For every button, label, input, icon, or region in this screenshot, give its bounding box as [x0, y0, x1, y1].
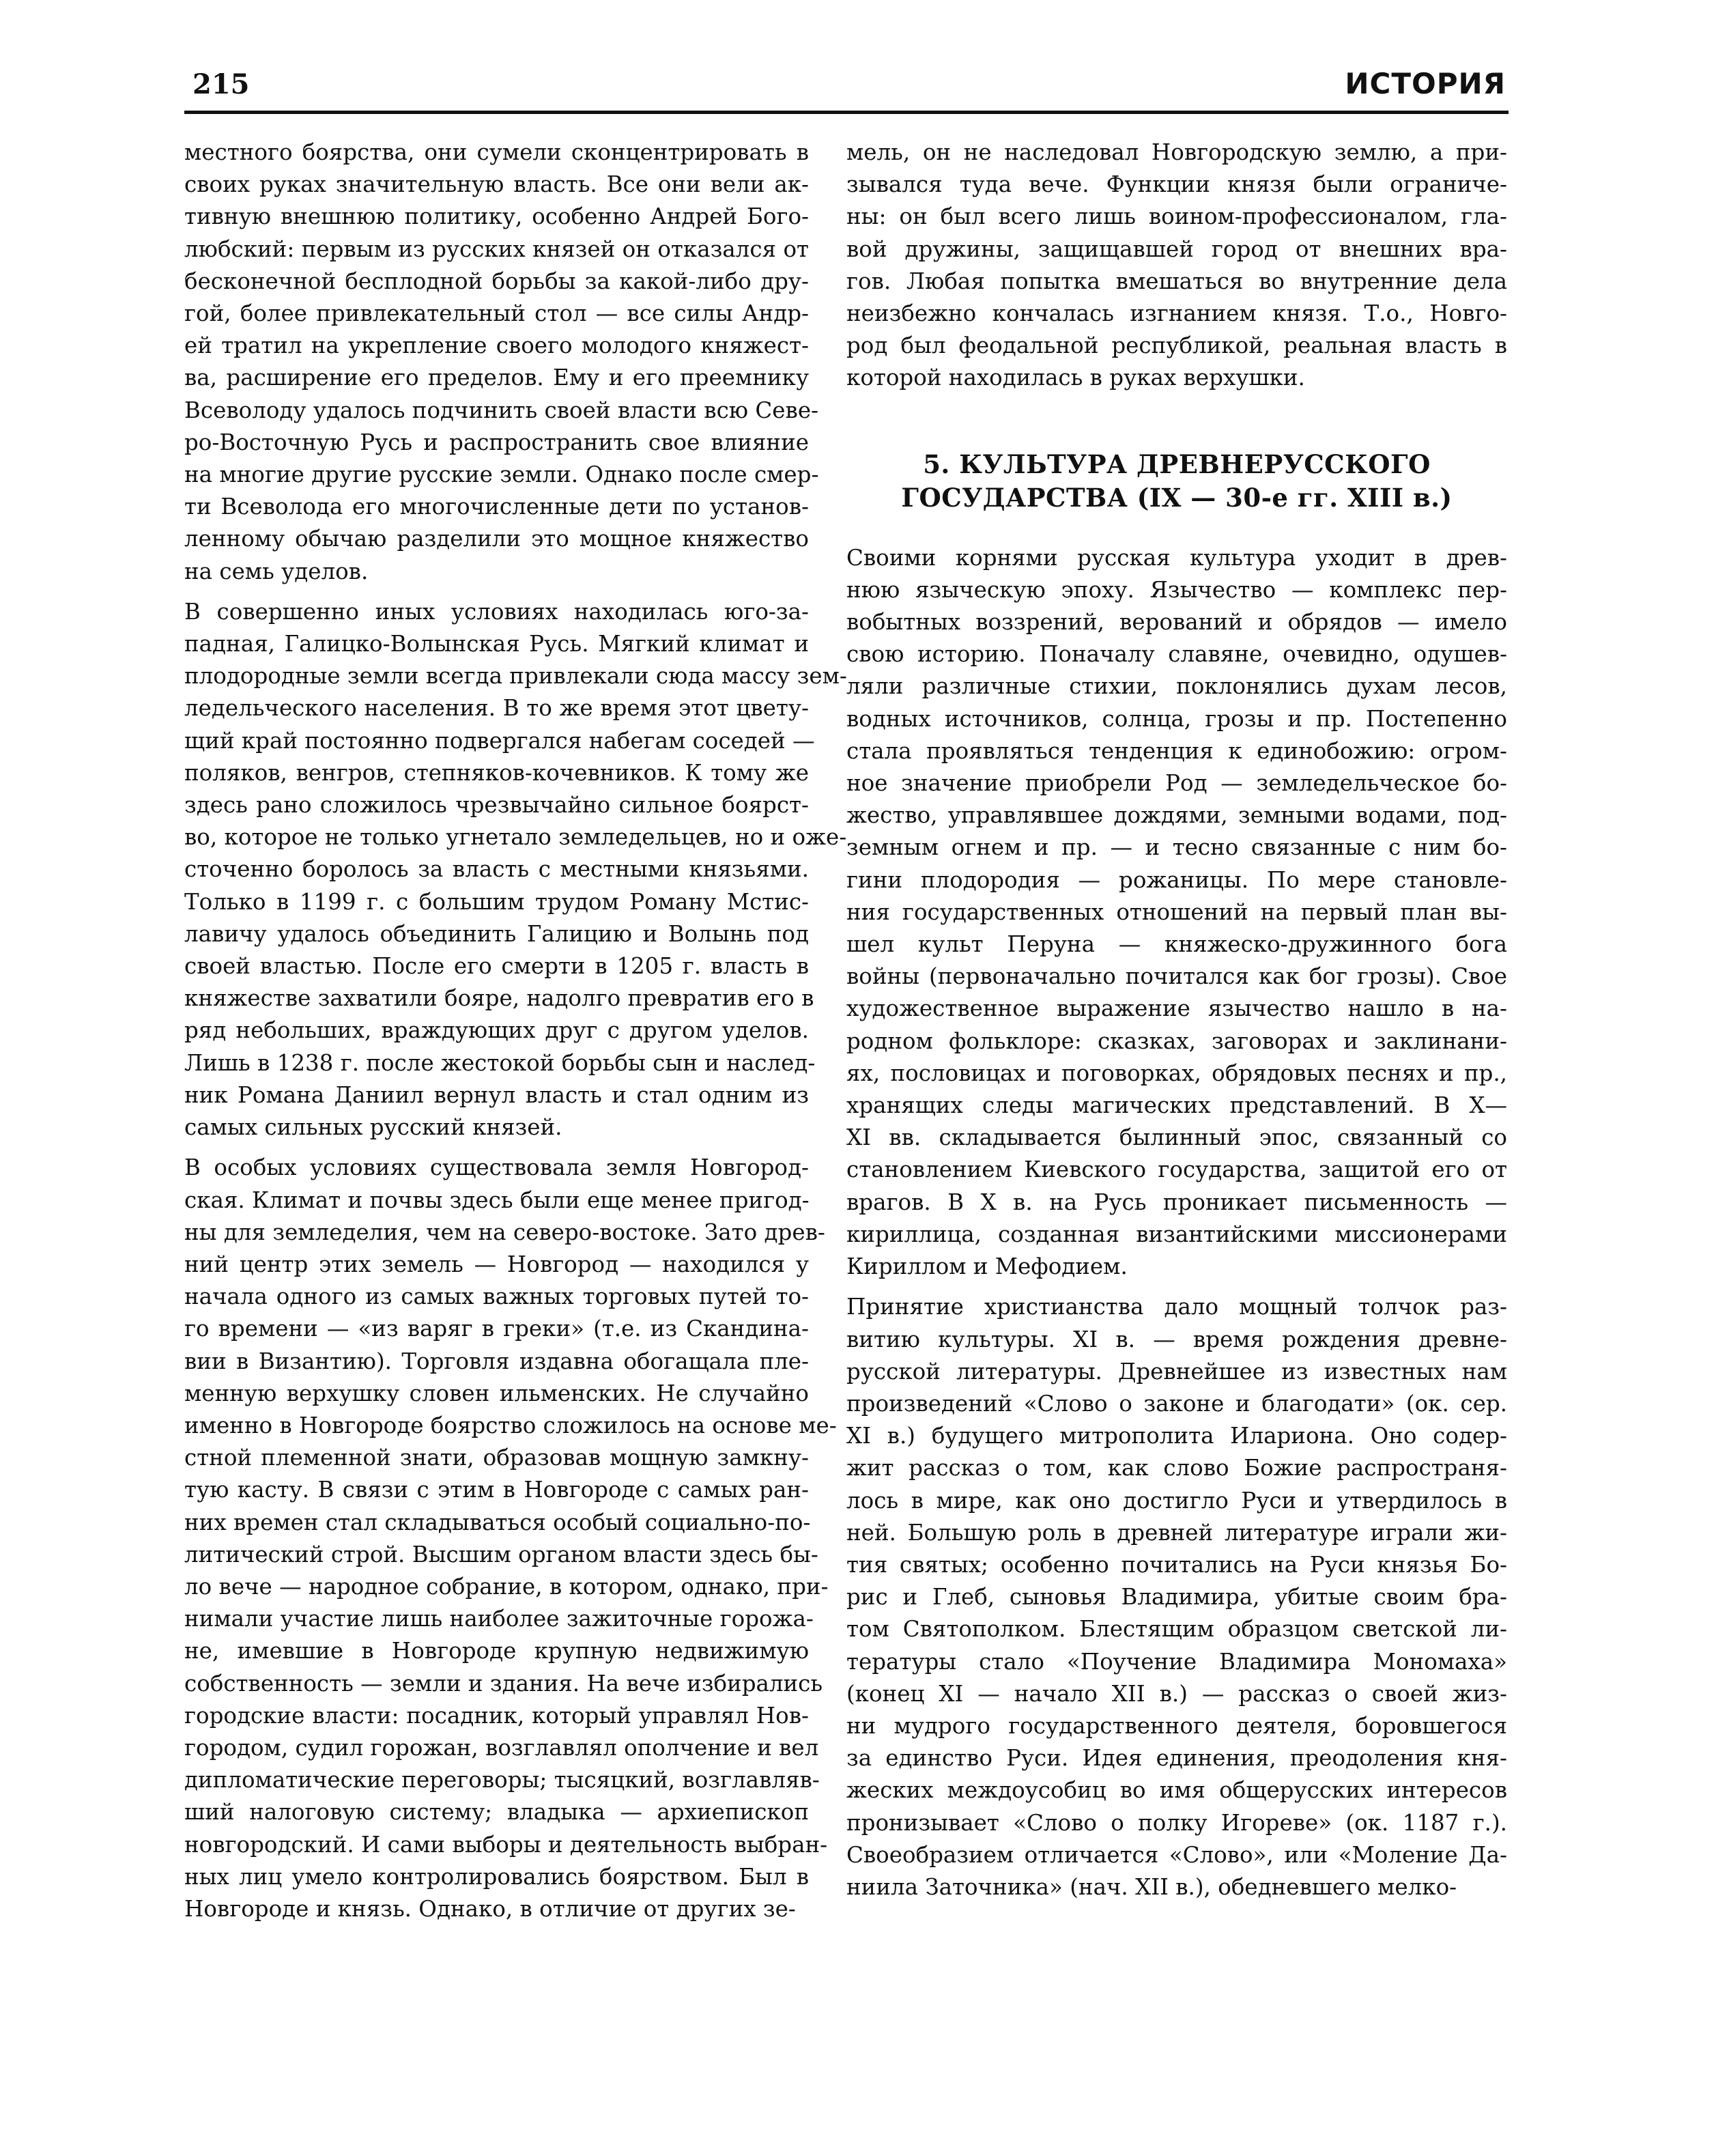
text-line: ний центр этих земель — Новгород — находился у: [184, 1251, 809, 1277]
text-line: художественное выражение язычество нашло в на-: [846, 995, 1507, 1022]
text-line: Новгороде и князь. Однако, в отличие от других зе-: [184, 1895, 796, 1922]
text-line: русской литературы. Древнейшее из известных нам: [846, 1358, 1507, 1385]
text-line: свою историю. Поначалу славяне, очевидно, одушев-: [846, 641, 1507, 668]
text-line: литический строй. Высшим органом власти здесь бы-: [184, 1541, 818, 1568]
text-line: вой дружины, защищавшей город от внешних вра-: [846, 236, 1507, 262]
text-line: XI вв. складывается былинный эпос, связанный со: [846, 1124, 1507, 1151]
text-line: ных лиц умело контролировались боярством. Был в: [184, 1863, 809, 1890]
text-line: тия святых; особенно почитались на Руси князья Бо-: [846, 1551, 1507, 1578]
text-line: сточенно боролось за власть с местными князьями.: [184, 856, 809, 883]
text-line: городом, судил горожан, возглавлял ополчение и вел: [184, 1734, 819, 1761]
text-line: XI в.) будущего митрополита Илариона. Оно содер-: [846, 1423, 1507, 1449]
text-line: ряд небольших, враждующих друг с другом уделов.: [184, 1017, 809, 1044]
text-line: род был феодальной республикой, реальная власть в: [846, 332, 1507, 359]
text-line: Своеобразием отличается «Слово», или «Моление Да-: [846, 1841, 1507, 1868]
text-line: местного боярства, они сумели сконцентрировать в: [184, 139, 809, 165]
text-line: новгородский. И сами выборы и деятельность выбран-: [184, 1831, 828, 1858]
text-line: ны: он был всего лишь воином-профессионалом, гла-: [846, 203, 1507, 230]
text-line: мель, он не наследовал Новгородскую землю, а при-: [846, 139, 1507, 165]
text-line: именно в Новгороде боярство сложилось на основе ме-: [184, 1412, 837, 1438]
text-line: бесконечной бесплодной борьбы за какой-либо дру-: [184, 268, 809, 294]
text-line: жеских междоусобиц во имя общерусских интересов: [846, 1777, 1507, 1804]
text-line: пронизывает «Слово о полку Игореве» (ок. 1187 г.).: [846, 1809, 1507, 1836]
text-line: Всеволоду удалось подчинить своей власти всю Севе-: [184, 397, 819, 423]
text-line: войны (первоначально почитался как бог грозы). Свое: [846, 963, 1507, 990]
text-line: на многие другие русские земли. Однако после смер-: [184, 462, 819, 488]
text-line: го времени — «из варяг в греки» (т.е. из Скандина-: [184, 1316, 809, 1342]
text-line: гини плодородия — рожаницы. По мере становле-: [846, 866, 1507, 893]
text-line: хранящих следы магических представлений. В X—: [846, 1092, 1507, 1119]
text-line: неизбежно кончалась изгнанием князя. Т.о., Новго-: [846, 300, 1507, 327]
text-line: тературы стало «Поучение Владимира Мономаха»: [846, 1648, 1507, 1675]
text-line: дипломатические переговоры; тысяцкий, возглавляв-: [184, 1767, 820, 1793]
text-line: кириллица, созданная византийскими миссионерами: [846, 1221, 1507, 1247]
text-line: (конец XI — начало XII в.) — рассказ о своей жиз-: [846, 1680, 1507, 1707]
paragraph: [184, 596, 847, 1144]
left-column: [184, 137, 847, 1933]
text-line: Принятие христианства дало мощный толчок раз-: [846, 1294, 1507, 1320]
text-line: рис и Глеб, сыновья Владимира, убитые своим бра-: [846, 1584, 1507, 1611]
text-line: ны для земледелия, чем на северо-востоке. Зато древ-: [184, 1219, 825, 1245]
text-line: менную верхушку словен ильменских. Не случайно: [184, 1380, 809, 1406]
text-line: ло вече — народное собрание, в котором, однако, при-: [184, 1573, 829, 1600]
text-line: ская. Климат и почвы здесь были еще менее пригод-: [184, 1187, 810, 1213]
text-line: своей властью. После его смерти в 1205 г. власть в: [184, 953, 809, 980]
text-line: начала одного из самых важных торговых путей то-: [184, 1283, 809, 1310]
text-line: стной племенной знати, образовав мощную замкну-: [184, 1445, 809, 1471]
text-line: здесь рано сложилось чрезвычайно сильное боярст-: [184, 792, 809, 819]
text-line: своих руках значительную власть. Все они вели ак-: [184, 171, 809, 198]
text-line: ший налоговую систему; владыка — архиепископ: [184, 1799, 809, 1826]
text-line: зывался туда вече. Функции князя были ограниче-: [846, 171, 1507, 198]
text-line: городские власти: посадник, который управлял Нов-: [184, 1702, 809, 1729]
text-line: поляков, венгров, степняков-кочевников. К тому же: [184, 759, 809, 786]
text-line: водных источников, солнца, грозы и пр. Постепенно: [846, 705, 1507, 732]
text-line: вобытных воззрений, верований и обрядов — имело: [846, 609, 1507, 636]
text-line: В особых условиях существовала земля Новгород-: [184, 1154, 809, 1181]
text-line: Лишь в 1238 г. после жестокой борьбы сын и наслед-: [184, 1049, 816, 1076]
text-line: самых сильных русский князей.: [184, 1114, 562, 1141]
paragraph: [846, 542, 1507, 1283]
text-line: которой находилась в руках верхушки.: [846, 365, 1305, 391]
text-line: ное значение приобрели Род — земледельческое бо-: [846, 770, 1507, 797]
text-line: плодородные земли всегда привлекали сюда массу зем-: [184, 663, 847, 690]
paragraph: [184, 137, 819, 588]
text-line: тивную внешнюю политику, особенно Андрей Бого-: [184, 203, 809, 230]
text-line: ни мудрого государственного деятеля, боровшегося: [846, 1712, 1507, 1739]
text-line: ей тратил на укрепление своего молодого княжест-: [184, 332, 809, 359]
text-line: ях, пословицах и поговорках, обрядовых песнях и пр.,: [846, 1060, 1507, 1086]
text-line: произведений «Слово о законе и благодати» (ок. сер.: [846, 1390, 1507, 1417]
paragraph: [846, 137, 1507, 395]
section-title-line: 5. КУЛЬТУРА ДРЕВНЕРУССКОГО: [923, 449, 1431, 479]
text-line: ниила Заточника» (нач. XII в.), обедневшего мелко-: [846, 1873, 1457, 1900]
text-line: том Святополком. Блестящим образцом светской ли-: [846, 1616, 1507, 1643]
text-line: гов. Любая попытка вмешаться во внутренние дела: [846, 268, 1507, 294]
paragraph: [184, 1152, 837, 1925]
text-line: во, которое не только угнетало земледельцев, но и оже-: [184, 824, 847, 851]
text-line: на семь уделов.: [184, 558, 369, 584]
running-head: ИСТОРИЯ: [1345, 67, 1506, 100]
text-line: ней. Большую роль в древней литературе играли жи-: [846, 1519, 1507, 1546]
text-line: лавичу удалось объединить Галицию и Волынь под: [184, 920, 809, 947]
text-line: ро-Восточную Русь и распространить свое влияние: [184, 429, 809, 455]
text-line: падная, Галицко-Волынская Русь. Мягкий климат и: [184, 631, 809, 657]
text-line: тую касту. В связи с этим в Новгороде с самых ран-: [184, 1477, 809, 1503]
text-line: гой, более привлекательный стол — все силы Андр-: [184, 300, 809, 327]
section-title: [846, 448, 1507, 515]
text-line: любский: первым из русских князей он отказался от: [184, 236, 809, 262]
text-line: жество, управлявшее дождями, земными водами, под-: [846, 802, 1507, 829]
text-line: стала проявляться тенденция к единобожию: огром-: [846, 737, 1507, 764]
text-line: не, имевшие в Новгороде крупную недвижимую: [184, 1638, 809, 1664]
text-line: Только в 1199 г. с большим трудом Роману Мстис-: [184, 888, 809, 915]
section-title-line: ГОСУДАРСТВА (IX — 30-е гг. XIII в.): [901, 482, 1453, 513]
text-line: становлением Киевского государства, защитой его от: [846, 1157, 1507, 1183]
text-line: вии в Византию). Торговля издавна обогащала пле-: [184, 1348, 809, 1374]
page-header: [184, 63, 1509, 114]
text-line: за единство Руси. Идея единения, преодоления кня-: [846, 1745, 1507, 1772]
text-line: витию культуры. XI в. — время рождения древне-: [846, 1326, 1507, 1352]
text-line: ник Романа Даниил вернул власть и стал одним из: [184, 1081, 809, 1108]
text-line: В совершенно иных условиях находилась юго-за-: [184, 598, 809, 625]
text-line: собственность — земли и здания. На вече избирались: [184, 1670, 823, 1697]
text-line: ния государственных отношений на первый план вы-: [846, 898, 1507, 925]
text-line: земным огнем и пр. — и тесно связанные с ним бо-: [846, 834, 1507, 861]
text-line: нимали участие лишь наиболее зажиточные горожа-: [184, 1606, 814, 1632]
text-line: шел культ Перуна — княжеско-дружинного бога: [846, 931, 1507, 958]
text-line: лось в мире, как оно достигло Руси и утвердилось в: [846, 1487, 1507, 1514]
text-line: родном фольклоре: сказках, заговорах и заклинани-: [846, 1027, 1507, 1054]
text-line: жит рассказ о том, как слово Божие распространя-: [846, 1455, 1507, 1481]
text-line: ва, расширение его пределов. Ему и его преемнику: [184, 365, 809, 391]
right-column: [846, 137, 1507, 1912]
text-line: Кириллом и Мефодием.: [846, 1253, 1128, 1280]
text-line: ледельческого населения. В то же время этот цвету-: [184, 695, 809, 722]
paragraph: [846, 1291, 1507, 1903]
text-line: врагов. В X в. на Русь проникает письменность —: [846, 1189, 1507, 1215]
text-line: нюю языческую эпоху. Язычество — комплекс пер-: [846, 576, 1507, 603]
text-line: ленному обычаю разделили это мощное княжество: [184, 526, 809, 552]
text-line: княжестве захватили бояре, надолго превратив его в: [184, 985, 814, 1012]
text-line: ти Всеволода его многочисленные дети по установ-: [184, 494, 809, 520]
text-line: щий край постоянно подвергался набегам соседей —: [184, 727, 815, 754]
text-line: Своими корнями русская культура уходит в древ-: [846, 544, 1507, 571]
text-line: ляли различные стихии, поклонялись духам лесов,: [846, 673, 1507, 700]
page-number: 215: [192, 68, 250, 100]
text-line: них времен стал складываться особый социально-по-: [184, 1509, 811, 1535]
